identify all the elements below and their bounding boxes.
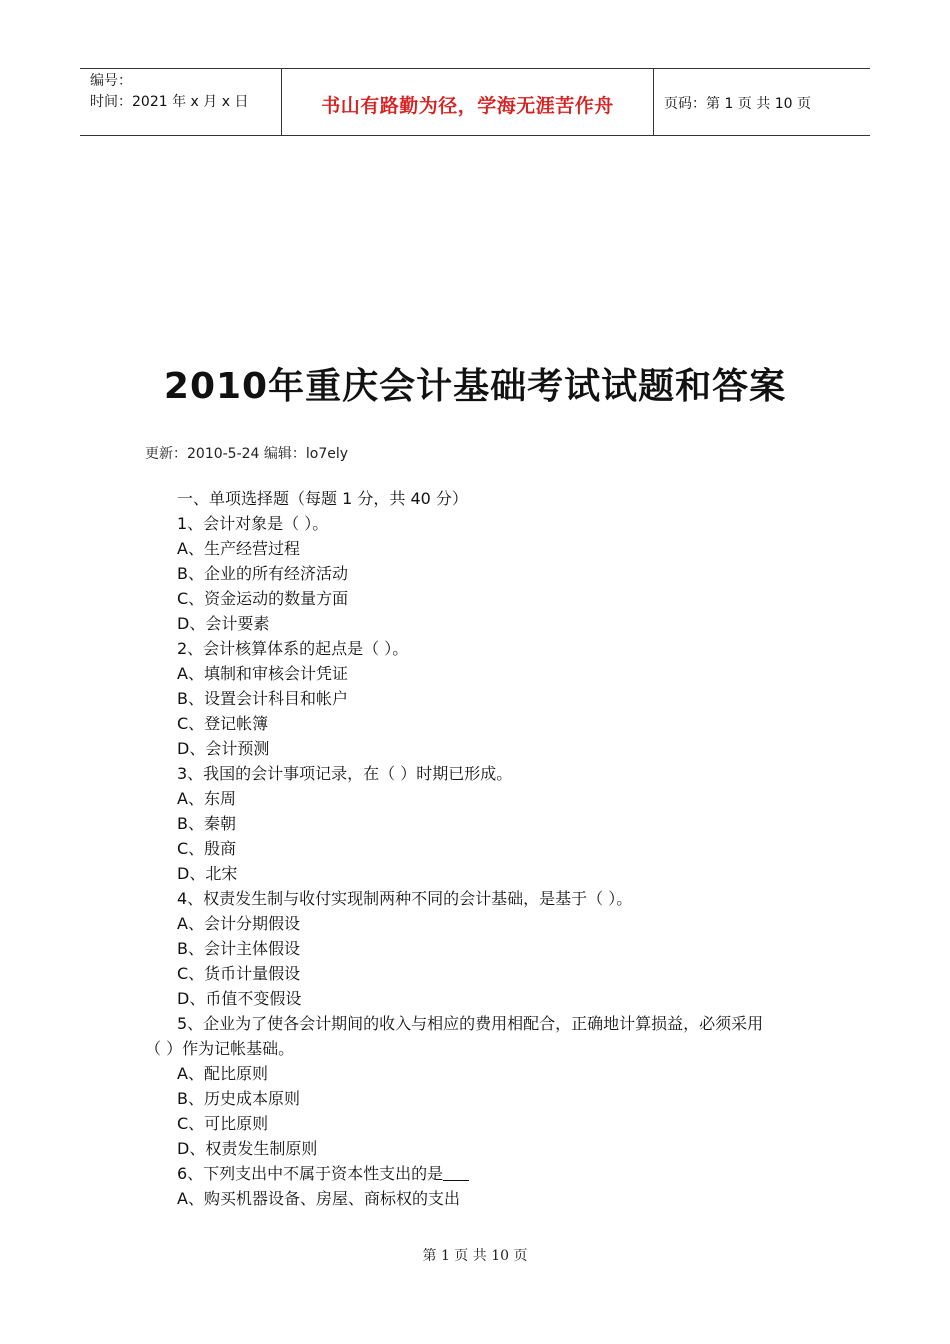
option-4d: D、币值不变假设 — [177, 989, 302, 1008]
option-4a: A、会计分期假设 — [177, 914, 300, 933]
option-2a: A、填制和审核会计凭证 — [177, 664, 348, 683]
option-1d: D、会计要素 — [177, 614, 270, 633]
option-1c: C、资金运动的数量方面 — [177, 589, 349, 608]
option-2d: D、会计预测 — [177, 739, 270, 758]
option-3b: B、秦朝 — [177, 814, 236, 833]
document-title: 2010年重庆会计基础考试试题和答案 — [163, 366, 787, 407]
option-6a: A、购买机器设备、房屋、商标权的支出 — [177, 1189, 460, 1208]
option-5b: B、历史成本原则 — [177, 1089, 300, 1108]
header-left-cell — [80, 69, 281, 135]
header-motto: 书山有路勤为径，学海无涯苦作舟 — [281, 69, 654, 135]
question-1: 1、会计对象是（ ）。 — [177, 514, 329, 533]
question-4: 4、权责发生制与收付实现制两种不同的会计基础，是基于（ ）。 — [177, 889, 633, 908]
answer-blank — [443, 1164, 469, 1181]
option-5d: D、权责发生制原则 — [177, 1139, 318, 1158]
option-3d: D、北宋 — [177, 864, 238, 883]
option-2c: C、登记帐簿 — [177, 714, 269, 733]
number-label: 编号： — [90, 73, 132, 89]
question-2: 2、会计核算体系的起点是（ ）。 — [177, 639, 409, 658]
question-5-continuation: （ ）作为记帐基础。 — [145, 1039, 295, 1058]
question-6 — [145, 1161, 805, 1186]
option-5c: C、可比原则 — [177, 1114, 269, 1133]
header-page-info: 页码：第 1 页 共 10 页 — [664, 96, 811, 112]
page-footer: 第 1 页 共 10 页 — [422, 1248, 528, 1264]
option-3a: A、东周 — [177, 789, 236, 808]
option-5a: A、配比原则 — [177, 1064, 268, 1083]
option-4b: B、会计主体假设 — [177, 939, 300, 958]
option-3c: C、殷商 — [177, 839, 237, 858]
time-label: 时间：2021 年 x 月 x 日 — [90, 94, 249, 110]
question-list — [145, 486, 805, 1211]
option-1b: B、企业的所有经济活动 — [177, 564, 348, 583]
section-heading: 一、单项选择题（每题 1 分，共 40 分） — [177, 489, 468, 508]
page-header — [80, 68, 870, 136]
question-6-text: 6、下列支出中不属于资本性支出的是 — [177, 1164, 444, 1183]
question-3: 3、我国的会计事项记录，在（ ）时期已形成。 — [177, 764, 513, 783]
option-2b: B、设置会计科目和帐户 — [177, 689, 348, 708]
option-1a: A、生产经营过程 — [177, 539, 300, 558]
question-5: 5、企业为了使各会计期间的收入与相应的费用相配合，正确地计算损益，必须采用 — [177, 1014, 764, 1033]
update-meta: 更新：2010-5-24 编辑：lo7ely — [145, 446, 349, 462]
option-4c: C、货币计量假设 — [177, 964, 301, 983]
